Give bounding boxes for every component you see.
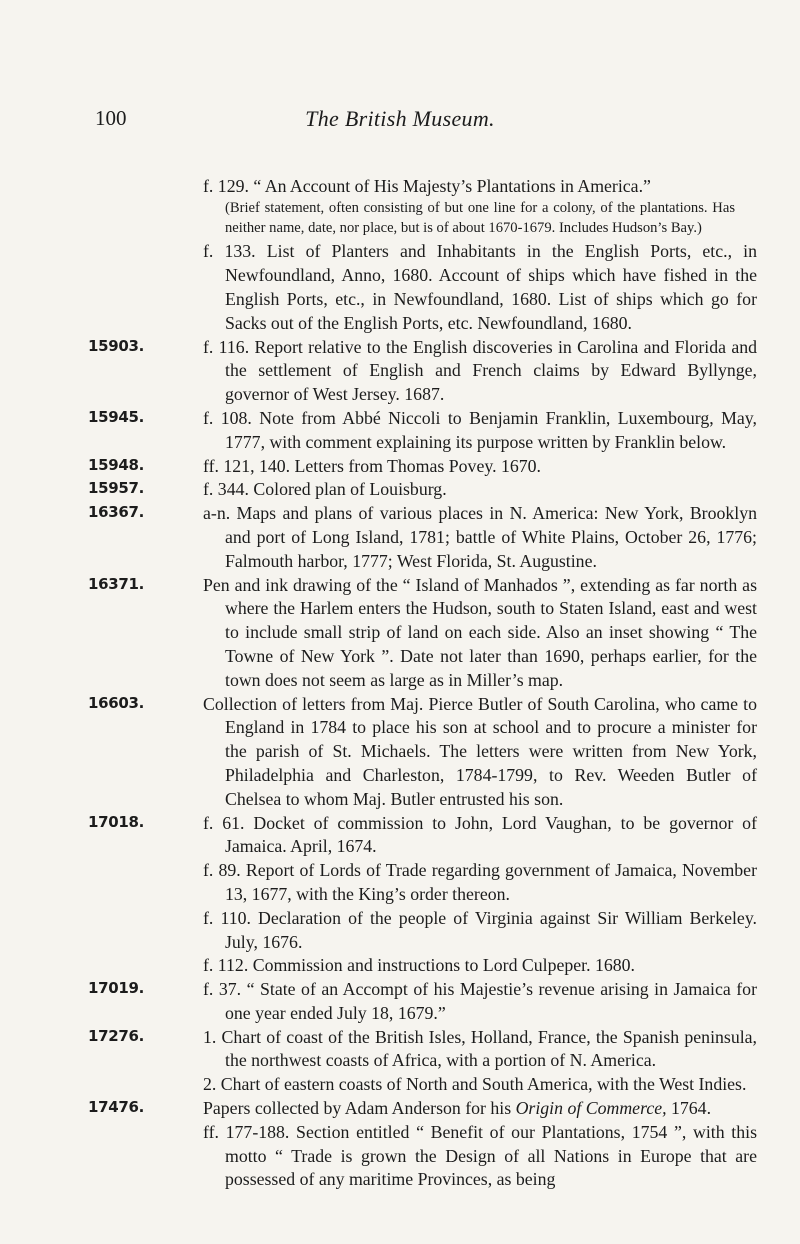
entry-number: 17019. bbox=[88, 979, 145, 998]
entry-text: ff. 177-188. Section entitled “ Benefit of our Plantations, 1754 ”, with this motto “ Trade is grown the Design of all Nations in Europe that are possessed of any maritime Provinces, as being bbox=[203, 1121, 757, 1190]
entry-number: 15903. bbox=[88, 336, 145, 355]
page-header bbox=[0, 106, 800, 146]
catalog-entry bbox=[0, 336, 800, 407]
entry-text: f. 37. “ State of an Accompt of his Majestie’s revenue arising in Jamaica for one year ended July 18, 1679.” bbox=[203, 979, 757, 1023]
entry-text: Pen and ink drawing of the “ Island of Manhados ”, extending as far north as where the Harlem enters the Hudson, south to Staten Island, east and west to include small strip of land on each side. Also an inset showing “ The Towne of New York ”. Date not later than 1690, perhaps earlier, for the town does not seem as large as in Miller’s map. bbox=[203, 574, 757, 690]
entry-text: Collection of letters from Maj. Pierce Butler of South Carolina, who came to England in 1784 to place his son at school and to procure a minister for the parish of St. Michaels. The letters were written from New York, Philadelphia and Charleston, 1784-1799, to Rev. Weeden Butler of Chelsea to whom Maj. Butler entrusted his son. bbox=[203, 693, 757, 809]
catalog-entry bbox=[0, 574, 800, 693]
entry-text: f. 116. Report relative to the English discoveries in Carolina and Florida and the settlement of English and French claims by Edward Byllynge, governor of West Jersey. 1687. bbox=[203, 336, 757, 405]
entry-text: f. 61. Docket of commission to John, Lord Vaughan, to be governor of Jamaica. April, 1674. bbox=[203, 812, 757, 857]
entry-number: 15957. bbox=[88, 479, 145, 498]
catalog-entry bbox=[0, 240, 800, 335]
catalog-entry bbox=[0, 175, 800, 238]
entry-text: f. 344. Colored plan of Louisburg. bbox=[203, 479, 447, 500]
entry-text: 2. Chart of eastern coasts of North and South America, with the West Indies. bbox=[203, 1074, 747, 1095]
entry-number: 16603. bbox=[88, 693, 145, 712]
entry-number: 17276. bbox=[88, 1026, 145, 1045]
entry-text: f. 112. Commission and instructions to Lord Culpeper. 1680. bbox=[203, 955, 635, 976]
entry-number: 15945. bbox=[88, 407, 145, 426]
page-number: 100 bbox=[95, 106, 127, 130]
entry-number: 16367. bbox=[88, 503, 145, 522]
page-body bbox=[0, 175, 800, 1192]
catalog-entry bbox=[0, 455, 800, 479]
entry-text: f. 108. Note from Abbé Niccoli to Benjamin Franklin, Luxembourg, May, 1777, with comment explaining its purpose written by Franklin below. bbox=[203, 407, 757, 452]
entry-number: 17476. bbox=[88, 1098, 145, 1117]
entry-number: 16371. bbox=[88, 574, 145, 593]
entry-text: f. 89. Report of Lords of Trade regarding government of Jamaica, November 13, 1677, with the King’s order thereon. bbox=[203, 860, 757, 904]
catalog-entry bbox=[0, 1097, 800, 1192]
entry-text: f. 133. List of Planters and Inhabitants in the English Ports, etc., in Newfoundland, Anno, 1680. Account of ships which have fished in the English Ports, etc., in Newfoundland, 1680. List of ships which go for Sacks out of the English Ports, etc. Newfoundland, 1680. bbox=[203, 241, 757, 333]
entry-note: (Brief statement, often consisting of but one line for a colony, of the plantations. Has neither name, date, nor place, but is of about 1670-1679. Includes Hudson’s Bay.) bbox=[225, 199, 735, 236]
catalog-entry bbox=[0, 978, 800, 1026]
running-title: The British Museum. bbox=[305, 106, 495, 131]
catalog-entry bbox=[0, 693, 800, 812]
entry-text: 1. Chart of coast of the British Isles, Holland, France, the Spanish peninsula, the northwest coasts of Africa, with a portion of N. America. bbox=[203, 1026, 757, 1071]
entry-text: Papers collected by Adam Anderson for his Origin of Commerce, 1764. bbox=[203, 1098, 712, 1119]
entry-number: 15948. bbox=[88, 455, 145, 474]
entry-number: 17018. bbox=[88, 812, 145, 831]
catalog-entry bbox=[0, 478, 800, 502]
entry-text: a-n. Maps and plans of various places in N. America: New York, Brooklyn and port of Long Island, 1781; battle of White Plains, October 26, 1776; Falmouth harbor, 1777; West Florida, St. Augustine. bbox=[203, 503, 757, 571]
catalog-entry bbox=[0, 812, 800, 979]
catalog-entry bbox=[0, 502, 800, 573]
entry-text: f. 129. “ An Account of His Majesty’s Plantations in America.” bbox=[203, 176, 651, 196]
catalog-entry bbox=[0, 407, 800, 455]
entry-text: ff. 121, 140. Letters from Thomas Povey. 1670. bbox=[203, 455, 541, 476]
entry-text: f. 110. Declaration of the people of Virginia against Sir William Berkeley. July, 1676. bbox=[203, 907, 757, 952]
catalog-entry bbox=[0, 1026, 800, 1097]
